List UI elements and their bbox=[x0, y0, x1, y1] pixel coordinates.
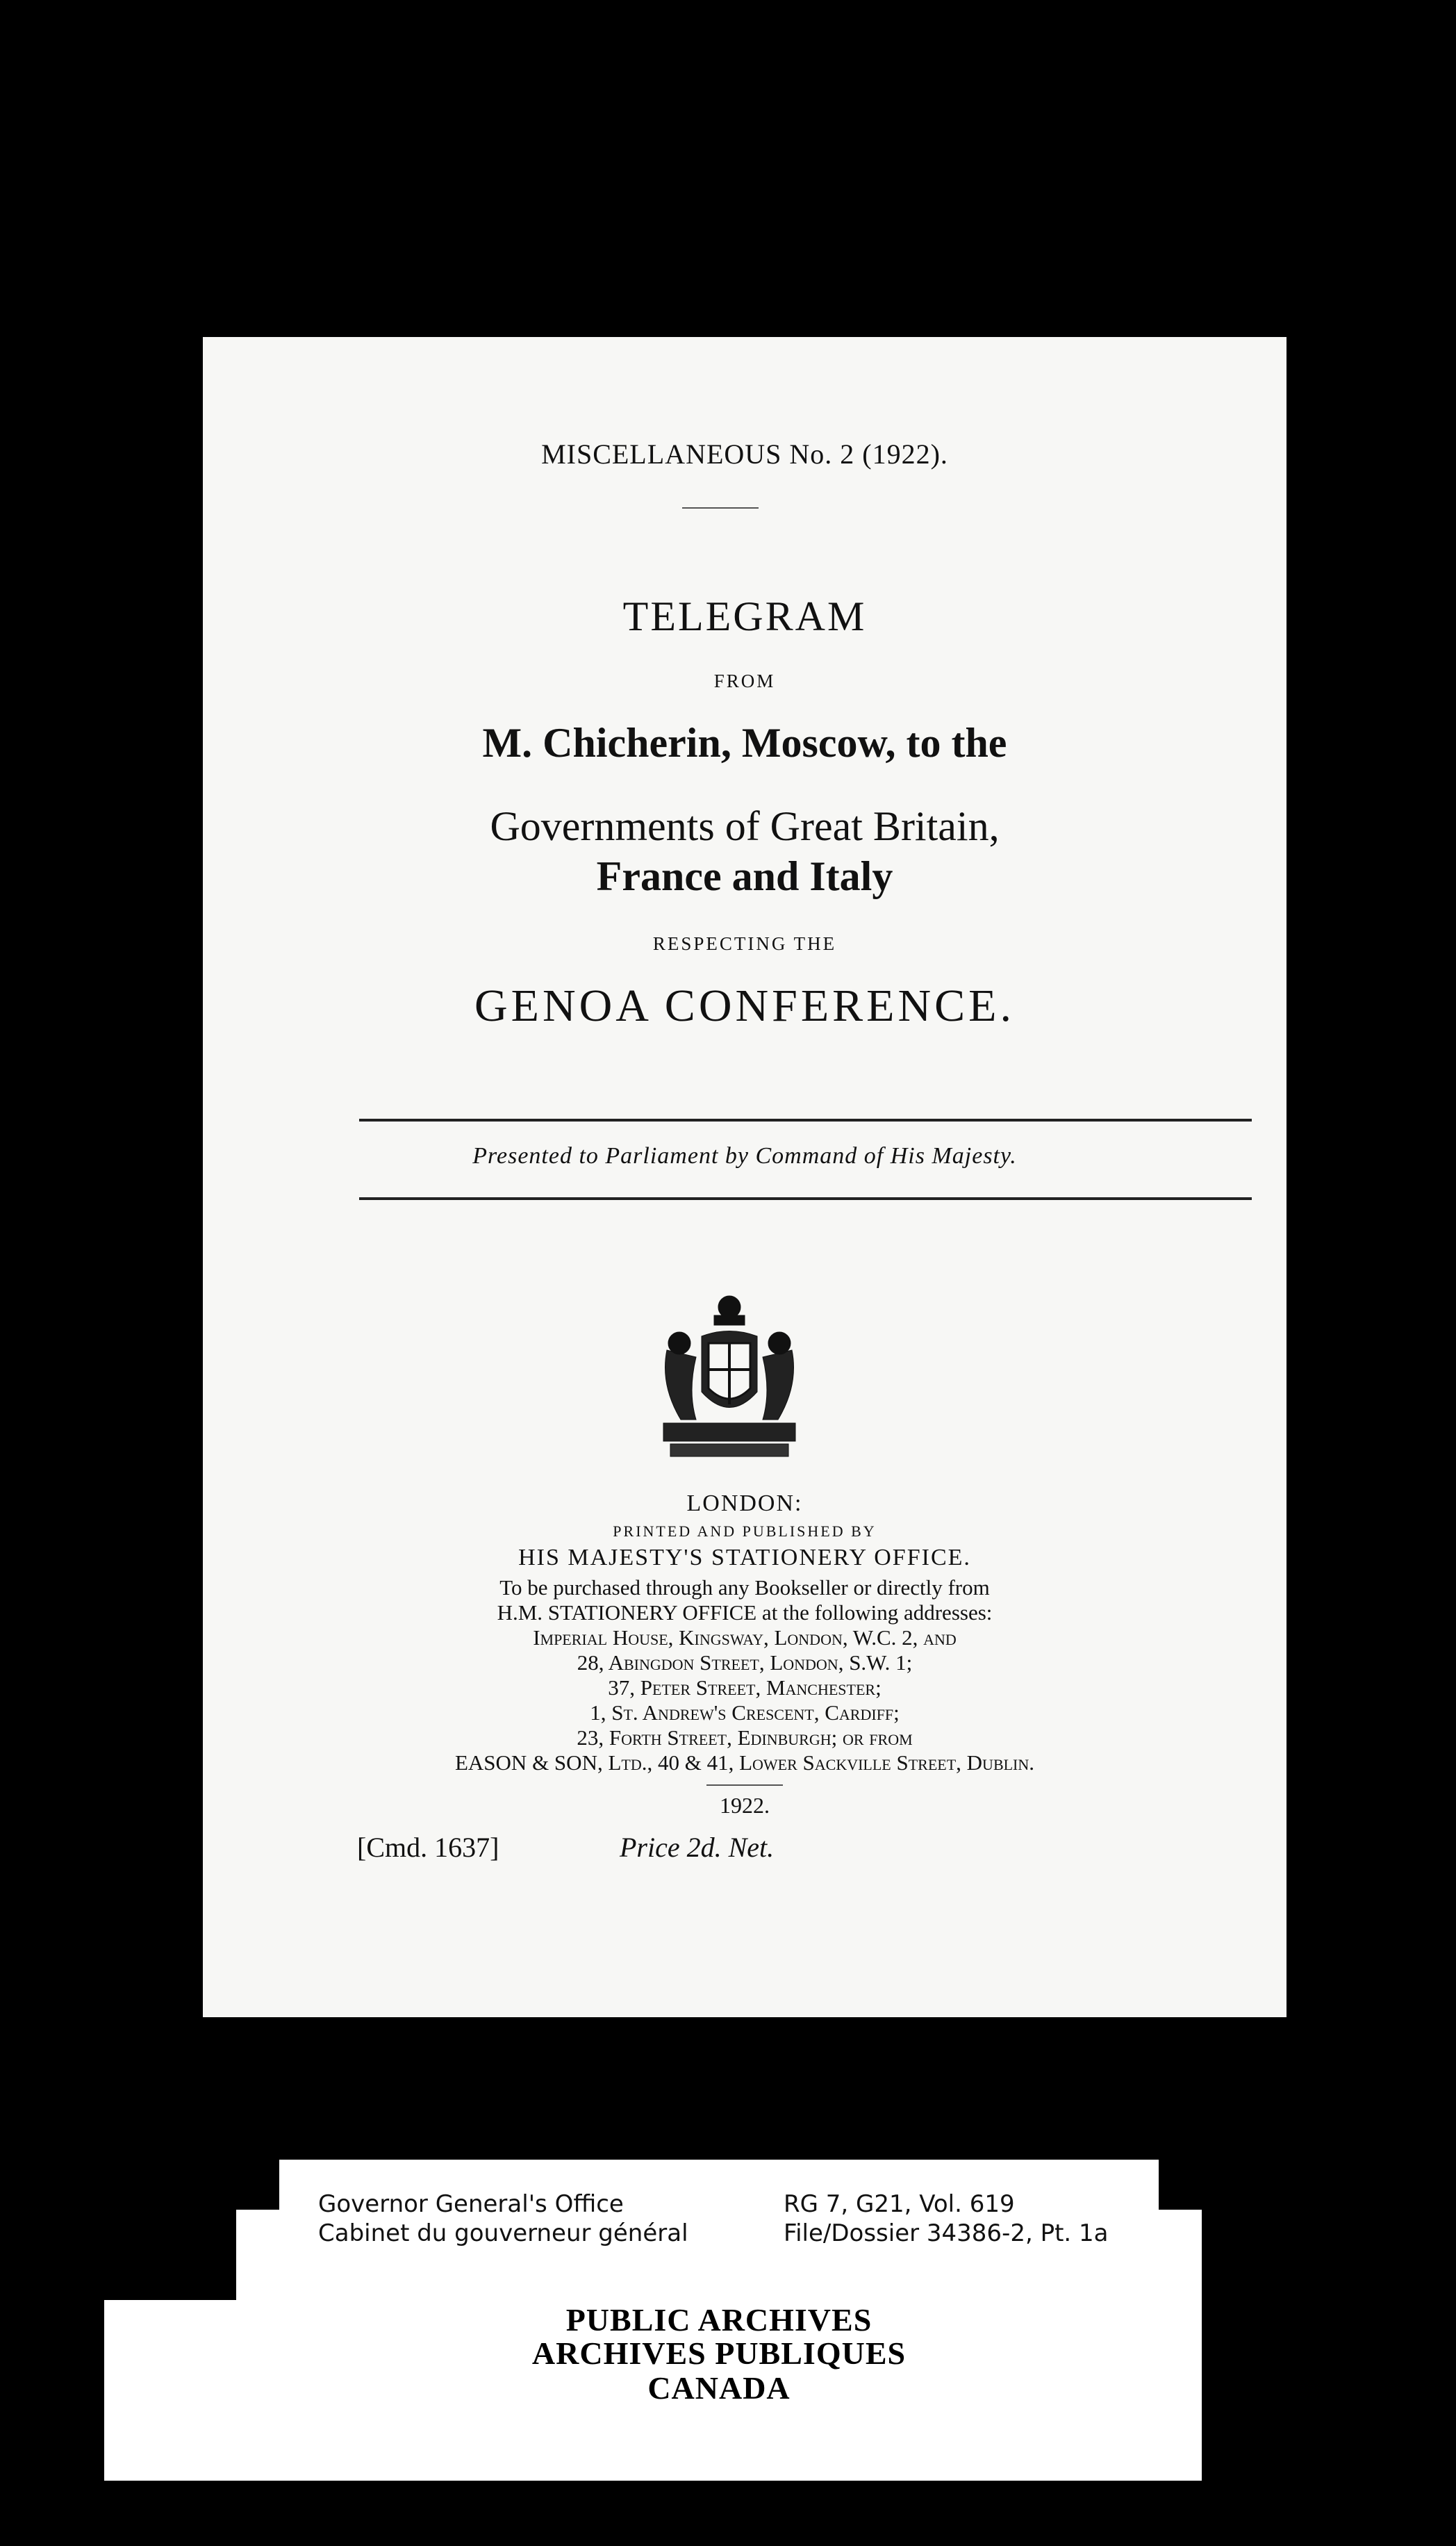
address-line: 28, Abingdon Street, London, S.W. 1; bbox=[577, 1650, 913, 1675]
short-rule bbox=[682, 507, 759, 509]
imprint-publisher: HIS MAJESTY'S STATIONERY OFFICE. bbox=[518, 1545, 971, 1570]
document-type: TELEGRAM bbox=[622, 593, 867, 639]
office-english: Governor General's Office bbox=[318, 2190, 624, 2218]
title-line-3: France and Italy bbox=[596, 853, 893, 899]
archives-stamp-line-3: CANADA bbox=[647, 2370, 791, 2406]
imprint-city: LONDON: bbox=[686, 1490, 803, 1516]
purchase-line: H.M. STATIONERY OFFICE at the following addresses: bbox=[497, 1600, 993, 1625]
from-label: FROM bbox=[713, 671, 776, 691]
page-edge-mark bbox=[1422, 2178, 1456, 2359]
address-line: Imperial House, Kingsway, London, W.C. 2, and bbox=[533, 1625, 957, 1650]
presented-line: Presented to Parliament by Command of His Majesty. bbox=[472, 1143, 1017, 1169]
imprint-block bbox=[203, 1490, 1287, 1775]
office-french: Cabinet du gouverneur général bbox=[318, 2219, 688, 2247]
address-line: 23, Forth Street, Edinburgh; or from bbox=[577, 1725, 913, 1750]
publication-year: 1922. bbox=[720, 1793, 770, 1818]
series-heading: MISCELLANEOUS No. 2 (1922). bbox=[541, 438, 948, 470]
title-line-2: Governments of Great Britain, bbox=[490, 803, 1000, 849]
archives-stamp-line-2: ARCHIVES PUBLIQUES bbox=[531, 2335, 907, 2371]
address-line: EASON & SON, Ltd., 40 & 41, Lower Sackville Street, Dublin. bbox=[454, 1750, 1035, 1775]
year-rule bbox=[706, 1784, 783, 1786]
title-line-1: M. Chicherin, Moscow, to the bbox=[482, 720, 1007, 766]
record-group-reference: RG 7, G21, Vol. 619 bbox=[784, 2190, 1015, 2218]
top-rule bbox=[359, 1119, 1252, 1122]
address-line: 37, Peter Street, Manchester; bbox=[608, 1675, 882, 1700]
file-reference: File/Dossier 34386-2, Pt. 1a bbox=[784, 2219, 1109, 2247]
royal-coat-of-arms-icon bbox=[653, 1288, 806, 1461]
price: Price 2d. Net. bbox=[620, 1832, 775, 1863]
subject-heading: GENOA CONFERENCE. bbox=[474, 980, 1016, 1031]
imprint-printed-by: PRINTED AND PUBLISHED BY bbox=[613, 1522, 877, 1540]
bottom-rule bbox=[359, 1197, 1252, 1200]
purchase-line: To be purchased through any Bookseller or directly from bbox=[499, 1575, 990, 1600]
respecting-label: RESPECTING THE bbox=[652, 933, 837, 954]
archives-stamp-line-1: PUBLIC ARCHIVES bbox=[565, 2302, 872, 2338]
document-page bbox=[203, 337, 1287, 2017]
command-number: [Cmd. 1637] bbox=[357, 1832, 499, 1863]
address-line: 1, St. Andrew's Crescent, Cardiff; bbox=[590, 1700, 900, 1725]
